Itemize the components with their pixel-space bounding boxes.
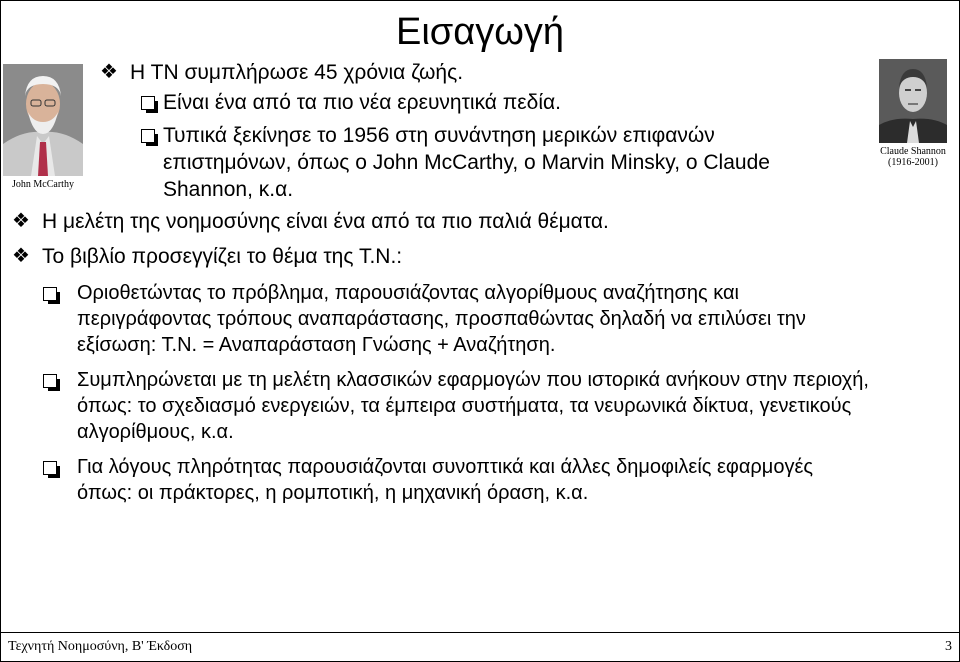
bullet-1-sub-2-line-1: Τυπικά ξεκίνησε το 1956 στη συνάντηση μερικών επιφανών bbox=[163, 124, 715, 147]
claude-shannon-portrait bbox=[879, 59, 947, 143]
claude-shannon-caption-years: (1916-2001) bbox=[888, 157, 938, 168]
bullet-3-text: Το βιβλίο προσεγγίζει το θέμα της Τ.Ν.: bbox=[42, 245, 403, 268]
checkbox-bullet-icon bbox=[43, 374, 57, 388]
john-mccarthy-photo bbox=[3, 64, 83, 176]
bullet-1-text: Η ΤΝ συμπλήρωσε 45 χρόνια ζωής. bbox=[130, 61, 464, 84]
bullet-3-sub-1 bbox=[77, 280, 806, 358]
bullet-3-sub-1-line-1: Οριοθετώντας το πρόβλημα, παρουσιάζοντας αλγορίθμους αναζήτησης και bbox=[77, 282, 739, 304]
bullet-2 bbox=[12, 208, 609, 235]
bullet-1-sub-2 bbox=[163, 122, 770, 203]
checkbox-bullet-icon bbox=[141, 129, 155, 143]
bullet-3-sub-2-line-2: όπως: το σχεδιασμό ενεργειών, τα έμπειρα συστήματα, τα νευρωνικά δίκτυα, γενετικούς bbox=[77, 395, 852, 417]
footer-book-title: Τεχνητή Νοημοσύνη, Β' Έκδοση bbox=[8, 639, 193, 654]
slide-title: Εισαγωγή bbox=[396, 11, 565, 53]
john-mccarthy-portrait bbox=[3, 64, 83, 176]
diamond-bullet-icon: ❖ bbox=[12, 245, 30, 267]
checkbox-bullet-icon bbox=[43, 461, 57, 475]
bullet-3-sub-1-line-2: περιγράφοντας τρόπους αναπαράστασης, προσπαθώντας δηλαδή να επιλύσει την bbox=[77, 308, 806, 330]
bullet-1-sub-2-line-2: επιστημόνων, όπως ο John McCarthy, ο Marvin Minsky, ο Claude bbox=[163, 151, 770, 174]
bullet-3-sub-2 bbox=[77, 367, 869, 445]
footer-page-number: 3 bbox=[945, 639, 952, 654]
bullet-3-sub-3 bbox=[77, 454, 813, 506]
bullet-3-sub-1-line-3: εξίσωση: Τ.Ν. = Αναπαράσταση Γνώσης + Αναζήτηση. bbox=[77, 334, 556, 356]
bullet-1 bbox=[100, 59, 464, 86]
bullet-3-sub-3-line-2: όπως: οι πράκτορες, η ρομποτική, η μηχανική όραση, κ.α. bbox=[77, 482, 589, 504]
checkbox-bullet-icon bbox=[141, 96, 155, 110]
footer-divider bbox=[0, 632, 960, 633]
diamond-bullet-icon: ❖ bbox=[100, 61, 118, 83]
claude-shannon-caption-name: Claude Shannon bbox=[880, 146, 946, 157]
bullet-1-sub-1-text: Είναι ένα από τα πιο νέα ερευνητικά πεδία. bbox=[163, 91, 561, 114]
claude-shannon-photo bbox=[879, 59, 947, 143]
bullet-1-sub-2-line-3: Shannon, κ.α. bbox=[163, 178, 294, 201]
bullet-3 bbox=[12, 243, 403, 270]
checkbox-bullet-icon bbox=[43, 287, 57, 301]
bullet-3-sub-2-line-1: Συμπληρώνεται με τη μελέτη κλασσικών εφαρμογών που ιστορικά ανήκουν στην περιοχή, bbox=[77, 369, 869, 391]
john-mccarthy-caption: John McCarthy bbox=[12, 179, 74, 190]
bullet-3-sub-3-line-1: Για λόγους πληρότητας παρουσιάζονται συνοπτικά και άλλες δημοφιλείς εφαρμογές bbox=[77, 456, 814, 478]
bullet-3-sub-2-line-3: αλγορίθμους, κ.α. bbox=[77, 421, 234, 443]
bullet-1-sub-1 bbox=[163, 89, 561, 116]
diamond-bullet-icon: ❖ bbox=[12, 210, 30, 232]
bullet-2-text: Η μελέτη της νοημοσύνης είναι ένα από τα πιο παλιά θέματα. bbox=[42, 210, 609, 233]
